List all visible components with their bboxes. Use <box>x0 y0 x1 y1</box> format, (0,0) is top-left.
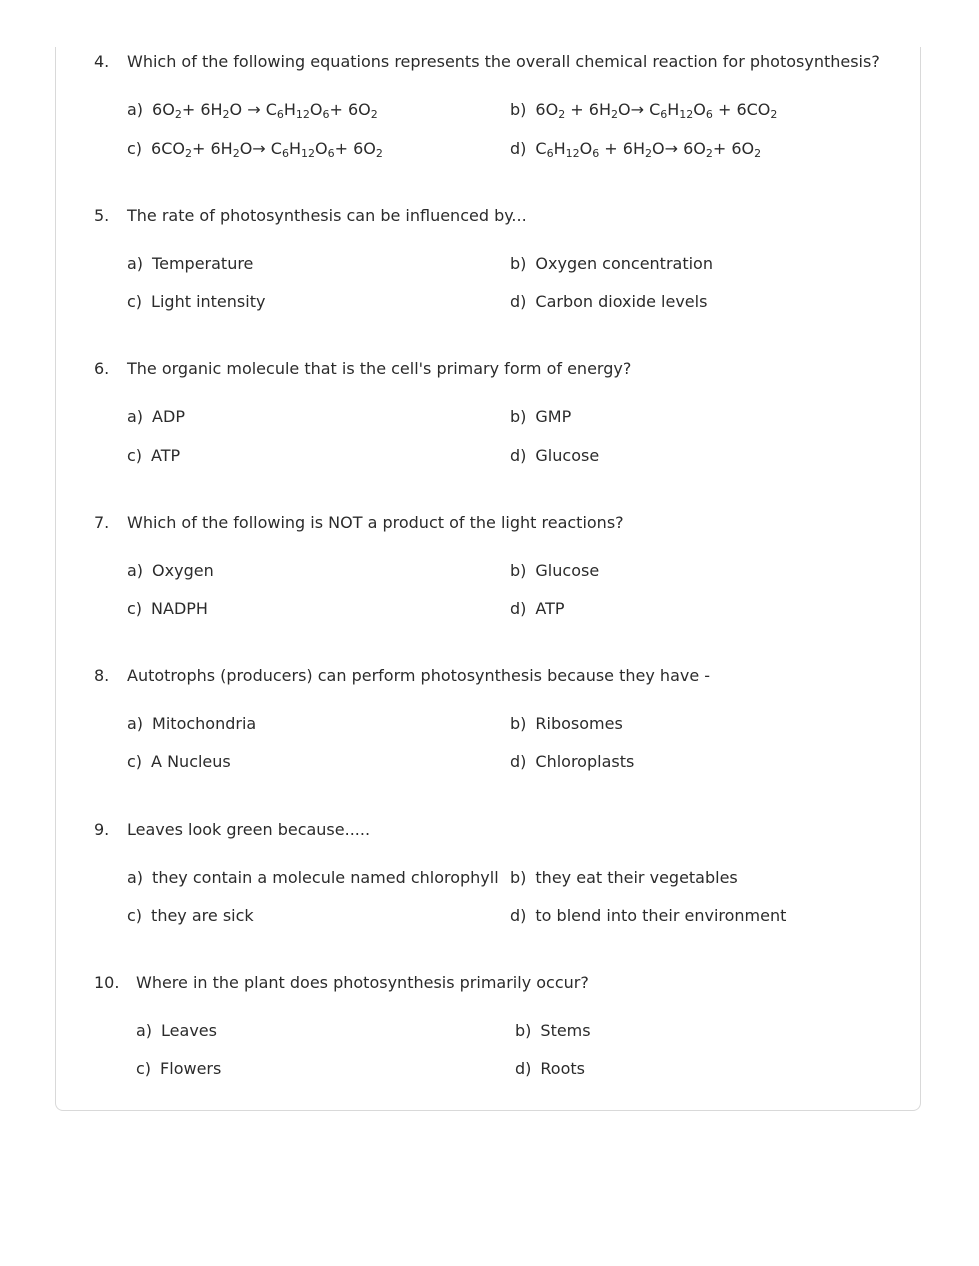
option-d[interactable]: d) Carbon dioxide levels <box>510 292 708 311</box>
option-a[interactable]: a) Oxygen <box>127 561 214 580</box>
option-a[interactable]: a) $6O_2+ 6H_2O \to C_6H_{12}O_6+ 6O_2$ <box>127 100 378 121</box>
option-b[interactable]: b) Oxygen concentration <box>510 254 713 273</box>
question-number: 9. <box>94 820 110 839</box>
question-number: 10. <box>94 973 120 992</box>
question-number: 6. <box>94 359 110 378</box>
option-d[interactable]: d) ATP <box>510 599 565 618</box>
question-text: The organic molecule that is the cell's primary form of energy? <box>127 359 632 378</box>
option-b[interactable]: b) they eat their vegetables <box>510 868 738 887</box>
option-a[interactable]: a) Mitochondria <box>127 714 257 733</box>
formula: $C_6H_{12}O_6 + 6H_2O\to 6O_2+ 6O_2$ <box>535 139 762 160</box>
question-4 <box>94 50 894 160</box>
option-c[interactable]: c) A Nucleus <box>127 752 231 771</box>
option-c[interactable]: c) Flowers <box>136 1059 222 1078</box>
option-a[interactable]: a) Temperature <box>127 254 254 273</box>
formula: $6CO_2+ 6H_2O\to C_6H_{12}O_6+ 6O_2$ <box>151 139 383 160</box>
option-c[interactable]: c) Light intensity <box>127 292 266 311</box>
option-d[interactable]: d) $C_6H_{12}O_6 + 6H_2O\to 6O_2+ 6O_2$ <box>510 139 762 160</box>
option-c[interactable]: c) NADPH <box>127 599 208 618</box>
option-d[interactable]: d) Chloroplasts <box>510 752 635 771</box>
question-7 <box>94 511 894 618</box>
option-a[interactable]: a) Leaves <box>136 1021 217 1040</box>
question-number: 5. <box>94 206 110 225</box>
question-text: Which of the following equations represents the overall chemical reaction for photosynthesis? <box>127 52 880 71</box>
option-c[interactable]: c) $6CO_2+ 6H_2O\to C_6H_{12}O_6+ 6O_2$ <box>127 139 383 160</box>
question-text: Leaves look green because..... <box>127 820 371 839</box>
option-d[interactable]: d) to blend into their environment <box>510 906 787 925</box>
question-text: Which of the following is NOT a product of the light reactions? <box>127 513 624 532</box>
question-9 <box>94 818 894 925</box>
option-b[interactable]: b) Glucose <box>510 561 600 580</box>
option-a[interactable]: a) ADP <box>127 407 185 426</box>
option-b[interactable]: b) GMP <box>510 407 572 426</box>
option-b[interactable]: b) Stems <box>515 1021 591 1040</box>
option-d[interactable]: d) Glucose <box>510 446 600 465</box>
question-text: Autotrophs (producers) can perform photosynthesis because they have - <box>127 666 711 685</box>
question-number: 8. <box>94 666 110 685</box>
question-10 <box>94 971 894 1078</box>
option-b[interactable]: b) Ribosomes <box>510 714 623 733</box>
option-b[interactable]: b) $6O_2 + 6H_2O\to C_6H_{12}O_6 + 6CO_2$ <box>510 100 778 121</box>
formula: $6O_2+ 6H_2O \to C_6H_{12}O_6+ 6O_2$ <box>152 100 378 121</box>
question-8 <box>94 664 894 771</box>
formula: $6O_2 + 6H_2O\to C_6H_{12}O_6 + 6CO_2$ <box>535 100 778 121</box>
option-d[interactable]: d) Roots <box>515 1059 585 1078</box>
question-text: The rate of photosynthesis can be influenced by... <box>127 206 527 225</box>
question-number: 4. <box>94 52 110 71</box>
question-number: 7. <box>94 513 110 532</box>
option-c[interactable]: c) ATP <box>127 446 181 465</box>
option-c[interactable]: c) they are sick <box>127 906 254 925</box>
question-text: Where in the plant does photosynthesis primarily occur? <box>136 973 589 992</box>
question-6 <box>94 357 894 465</box>
question-5 <box>94 204 894 311</box>
option-a[interactable]: a) they contain a molecule named chlorophyll <box>127 868 499 887</box>
